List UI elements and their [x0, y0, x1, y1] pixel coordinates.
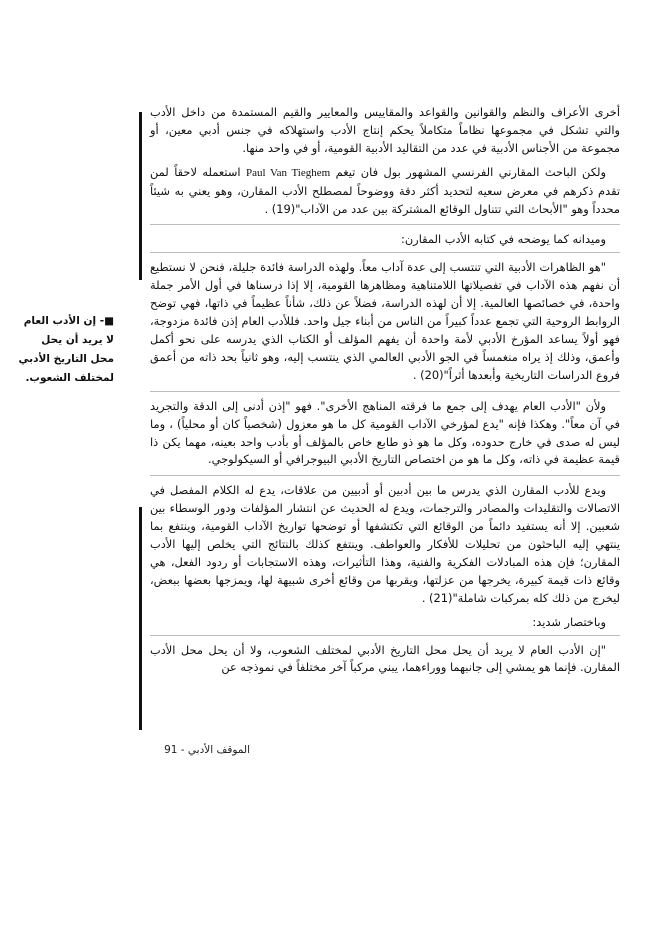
paragraph-7: وباختصار شديد:: [532, 614, 606, 629]
pull-quote-text: - إن الأدب العام لا يريد أن يحل محل التاريخ الأدبي لمختلف الشعوب.: [18, 315, 114, 384]
margin-rule-top: [139, 112, 142, 280]
paragraph-2-start: ولكن الباحث المقارني الفرنسي المشهور بول فان تيغم: [335, 164, 606, 179]
paragraph-divider: [150, 224, 620, 225]
paragraph-1: أخرى الأعراف والنظم والقوانين والقواعد والمقاييس والمعايير والقيم المستمدة من داخل الأدب والتي تشكل في مجموعها نظاماً متكاملاً يحكم إنتاج الأدب واستهلاكه في جنس أدبي معين، أو مجموعة من الأجناس الأدبية في عدد من التقاليد الأدبية القومية، أو في واحد منها.: [150, 105, 620, 155]
margin-rule-bottom: [139, 507, 142, 730]
quote-paragraph-1: "هو الظاهرات الأدبية التي تنتسب إلى عدة آداب معاً. ولهذه الدراسة فائدة جليلة، فنحن لا نستطيع أن نفهم هذه الآداب في تفصيلاتها اللامتناهية ومظاهرها القومية، إلا إذا درسناها في أول الأمر جملة واحدة، في خصائصها العالمية. إلا أن لهذه الدراسة، فضلاً عن ذلك، شأناً عظيماً في ذاتها، فهي توضح الروابط الروحية التي تجمع عدداً كبيراً من الناس من أبناء جيل واحد. فللأدب العام إذن فائدة مزدوجة، فهو أولاً يساعد المؤرخ الأدبي لأمة واحدة أن يفهم المؤلف أو الكتاب الذي يدرسه على نحو أكمل وأعمق، وذلك إذ يراه منغمساً في الجو الأدبي العالمي الذي ينتسب إليه، وهو ثانياً بحد ذاته من أعمق فروع الدراسات التاريخية وأبعدها أثراً"(20) .: [150, 260, 620, 382]
paragraph-3: وميدانه كما يوضحه في كتابه الأدب المقارن:: [400, 232, 606, 247]
page-footer: الموقف الأدبي - 91: [164, 744, 250, 756]
paragraph-divider: [150, 252, 620, 253]
sidebar-pull-quote: [16, 312, 114, 388]
paragraph-divider: [150, 635, 620, 636]
paragraph-2: [150, 164, 620, 219]
paragraph-2-end: استعمله لاحقاً لمن تقدم ذكرهم في معرض سعيه لتحديد أكثر دقة ووضوحاً لمصطلح الأدب المقارن، وهو يعني به شيئاً محدداً وهو "الأبحاث التي تتناول الوقائع المشتركة بين عدد من الآداب"(19) .: [150, 164, 620, 216]
article-body: [150, 104, 620, 683]
paragraph-divider: [150, 391, 620, 392]
paragraph-divider: [150, 475, 620, 476]
quote-paragraph-2: "إن الأدب العام لا يريد أن يحل محل التاريخ الأدبي لمختلف الشعوب، ولا أن يحل محل الأدب المقارن. فإنما هو يمشي إلى جانبهما ووراءهما، يبني مركباً آخر مختلفاً في نموذجه عن: [150, 642, 620, 675]
paragraph-6: ويدع للأدب المقارن الذي يدرس ما بين أدبين أو أدبيين من علاقات، يدع له الكلام المفصل في الاتصالات والتقليدات والمصادر والترجمات، ويدع له الحديث عن انتشار المؤلفات ودور الوسطاء بين شعبين. إلا أنه يستفيد دائماً من الوقائع التي تكتشفها أو توضحها تواريخ الآداب القومية، وينتفع بما ينتهي إليه الباحثون من تحليلات للأفكار والعواطف. وينتفع كذلك بالنتائج التي يخلص إليها الأدب المقارن؛ فإن هذه المبادلات الفكرية والفنية، وهذا التأثيرات، وهذه الاستجابات أو ردود الفعل، هي وقائع ذات قيمة كبيرة، يخرجها من عزلتها، ويقربها من وقائع أخرى شبيهة لها، ويمزجها بعضها ببعض، ليخرج من ذلك كله بمركبات شاملة"(21) .: [150, 483, 620, 605]
paragraph-5: ولأن "الأدب العام يهدف إلى جمع ما فرقته المناهج الأخرى". فهو "إذن أدنى إلى الدقة والتجريد في آن معاً". وهكذا فإنه "يدع لمؤرخي الآداب القومية كل ما هو معزول (شخصياً كان أو محلياً) ، وما ليس له صدى في خارج حدوده، وكل ما هو ذو طابع خاص بالمؤلف أو بأدب واحد بعينه، مهما يكن ذا قيمة عظيمة في ذاته، وكل ما هو من اختصاص التاريخ الأدبي البيوجرافي أو السيكولوجي.: [150, 398, 620, 467]
bullet-square-icon: ■: [104, 315, 114, 327]
author-latin-name: Paul Van Tieghem: [246, 166, 331, 179]
